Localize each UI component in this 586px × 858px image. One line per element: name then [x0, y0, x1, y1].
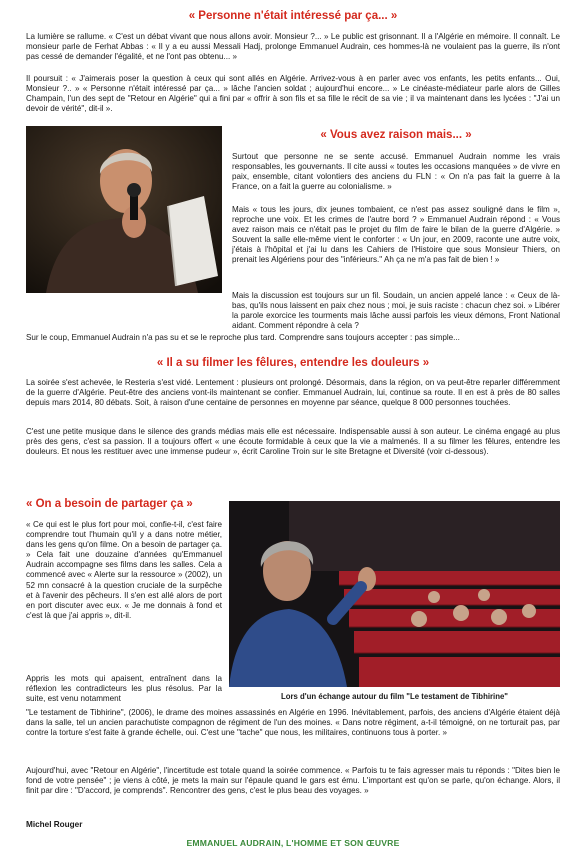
paragraph-4-text: Mais « tous les jours, dix jeunes tombaient, ce n'est pas assez souligné dans le film », reproche une voix. Et les crimes de l'autre bord ? » Emmanuel Audrain répond : « Vous avez raison mais ce n'était pas le projet du film de faire le bilan de la guerre d'Algérie. » Souvent la salle elle-même vient le conforter : « Un jour, en 2009, raconte une autre voix, j'étais à l'hôpital et j'ai lu dans les Cahiers de l'Histoire que sous Monsieur Thiers, on prenait les Algériens pour des "inférieurs." Ah ça ne m'a pas fait de bien ! » — [232, 205, 560, 265]
paragraph-10 — [26, 766, 560, 796]
paragraph-9-text: Appris les mots qui apaisent, entraînent dans la réflexion les contradicteurs les plus résolus. Par la suite, est venu notamment — [26, 674, 222, 704]
paragraph-6-text: La soirée s'est achevée, le Resteria s'est vidé. Lentement : plusieurs ont prolongé. Désormais, dans la région, on va peut-être reparler différemment de la guerre d'Algérie. Peut-être des anciens vont-ils maintenant se confier. Emmanuel Audrain, lui, continue sa route. Il en est à près de 80 salles depuis mars 2014, 80 débats. Soit, à raison d'une centaine de personnes en moyenne par séance, quelque 8 000 personnes touchées. — [26, 378, 560, 408]
paragraph-10-text: Aujourd'hui, avec "Retour en Algérie", l'incertitude est totale quand la soirée commence. « Parfois tu te fais agresser mais tu réponds : "Dites bien le fond de votre pensée" ; je viens à côté, je mets la main sur l'épaule quand le gars est ému. L'important est qu'on se parle, qu'on échange. Alors, il finit par dire : "D'accord, je comprends". Rencontrer des gens, c'est le plus beau des voyages. » — [26, 766, 560, 796]
paragraph-7 — [26, 427, 560, 457]
paragraph-5 — [232, 291, 560, 331]
photo-cinema-exchange — [229, 501, 560, 687]
paragraph-4 — [232, 205, 560, 266]
cinema-illustration — [229, 501, 560, 687]
paragraph-2-text: Il poursuit : « J'aimerais poser la question à ceux qui sont allés en Algérie. Arrivez-vous à en parler avec vos enfants, les petits enfants... Oui, Monsieur ?.. » « Personne n'était intéressé par ça... » lâche l'ancien soldat ; aujourd'hui encore... » Le cinéaste-médiateur parle alors de Gilles Champain, l'un des sept de "Retour en Algérie" qui a fini par « offrir à son fils et sa fille le récit de sa vie ; il va maintenant dans les lycées : "J'ai un devoir de vérité", dit-il ». — [26, 74, 560, 114]
page-footer: EMMANUEL AUDRAIN, L'HOMME ET SON ŒUVRE — [186, 838, 400, 848]
section-heading-4: « On a besoin de partager ça » — [26, 498, 193, 510]
paragraph-7-text: C'est une petite musique dans le silence des grands médias mais elle est nécessaire. Indispensable aussi à son auteur. Le cinéma engagé au plus près des gens, c'est sa passion. Il a toujours offert « une écoute formidable à ceux que la vie a malmenés. Il a su filmer les fêlures, entendre les douleurs. Et nous les restituer avec une immense pudeur », écrit Caroline Troin sur le site Bretagne et Diversité (voir ci-dessous). — [26, 427, 560, 457]
photo-caption: Lors d'un échange autour du film "Le testament de Tibhirine" — [280, 692, 508, 701]
paragraph-3-text: Surtout que personne ne se sente accusé. Emmanuel Audrain nomme les vrais responsables, les gouvernants. Il cite aussi « toutes les occasions manquées » de vivre en paix, ensemble, citant volontiers des anciens du FLN : « On n'a pas fait la guerre à la France, on a fait la guerre au colonialisme. » — [232, 152, 560, 192]
speaker-illustration — [26, 126, 222, 293]
paragraph-9b-text: "Le testament de Tibhirine", (2006), le drame des moines assassinés en Algérie en 1996. Inévitablement, parfois, des anciens d'Algérie étaient déjà dans la salle, tel un ancien parachutiste compagnon de régiment de l'un des moines. « Dans notre régiment, a-t-il témoigné, on ne torturait pas, par contre la torture s'est faite à grande échelle, oui. C'est une "tache" que nous, les militaires, continuons tous à porter. » — [26, 708, 560, 738]
paragraph-1-text: La lumière se rallume. « C'est un débat vivant que nous allons avoir. Monsieur ?... » Le public est grisonnant. Il a l'Algérie en mémoire. Il connaît. Le monsieur parle de Ferhat Abbas : « Il y a eu aussi Messali Hadj, prolonge Emmanuel Audrain, ces hommes-là ne voulaient pas la guerre, ils n'ont pas cessé de demander l'égalité, et ne l'ont pas obtenu... » — [26, 32, 560, 62]
paragraph-6 — [26, 378, 560, 408]
section-heading-2: « Vous avez raison mais... » — [320, 129, 472, 141]
paragraph-1 — [26, 32, 560, 62]
section-heading-1: « Personne n'était intéressé par ça... » — [188, 10, 398, 22]
paragraph-9 — [26, 674, 222, 704]
section-heading-3: « Il a su filmer les fêlures, entendre les douleurs » — [156, 357, 430, 369]
paragraph-2 — [26, 74, 560, 114]
author-signature: Michel Rouger — [26, 820, 83, 829]
photo-speaker-microphone — [26, 126, 222, 293]
paragraph-3 — [232, 152, 560, 192]
paragraph-8 — [26, 520, 222, 621]
paragraph-5-continued — [26, 333, 560, 343]
paragraph-8-text: « Ce qui est le plus fort pour moi, confie-t-il, c'est faire comprendre tout l'humain qu'il y a dans notre métier, dans les gens qu'on filme. On a besoin de partager ça. » Cela fait une douzaine d'années qu'Emmanuel Audrain accompagne ses films dans les salles. Cela a commencé avec « Alerte sur la ressource » (2002), un 52 mn consacré à la question cruciale de la surpêche et à l'avenir des pêcheurs. Il s'en est allé alors de port en port discuter avec eux. « Je me donnais à fond et c'est là que j'ai appris », dit-il. — [26, 520, 222, 620]
paragraph-5-text: Mais la discussion est toujours sur un fil. Soudain, un ancien appelé lance : « Ceux de là-bas, qu'ils nous laissent en paix chez nous ; moi, je suis raciste : chacun chez soi. » Libérer la parole exorcice les tourments mais lâche aussi parfois les vieux démons, Front National aidant. Comment répondre à cela ? — [232, 291, 560, 331]
paragraph-5b-text: Sur le coup, Emmanuel Audrain n'a pas su et se le reproche plus tard. Comprendre sans toujours accepter : pas simple... — [26, 333, 460, 342]
paragraph-9-continued — [26, 708, 560, 738]
